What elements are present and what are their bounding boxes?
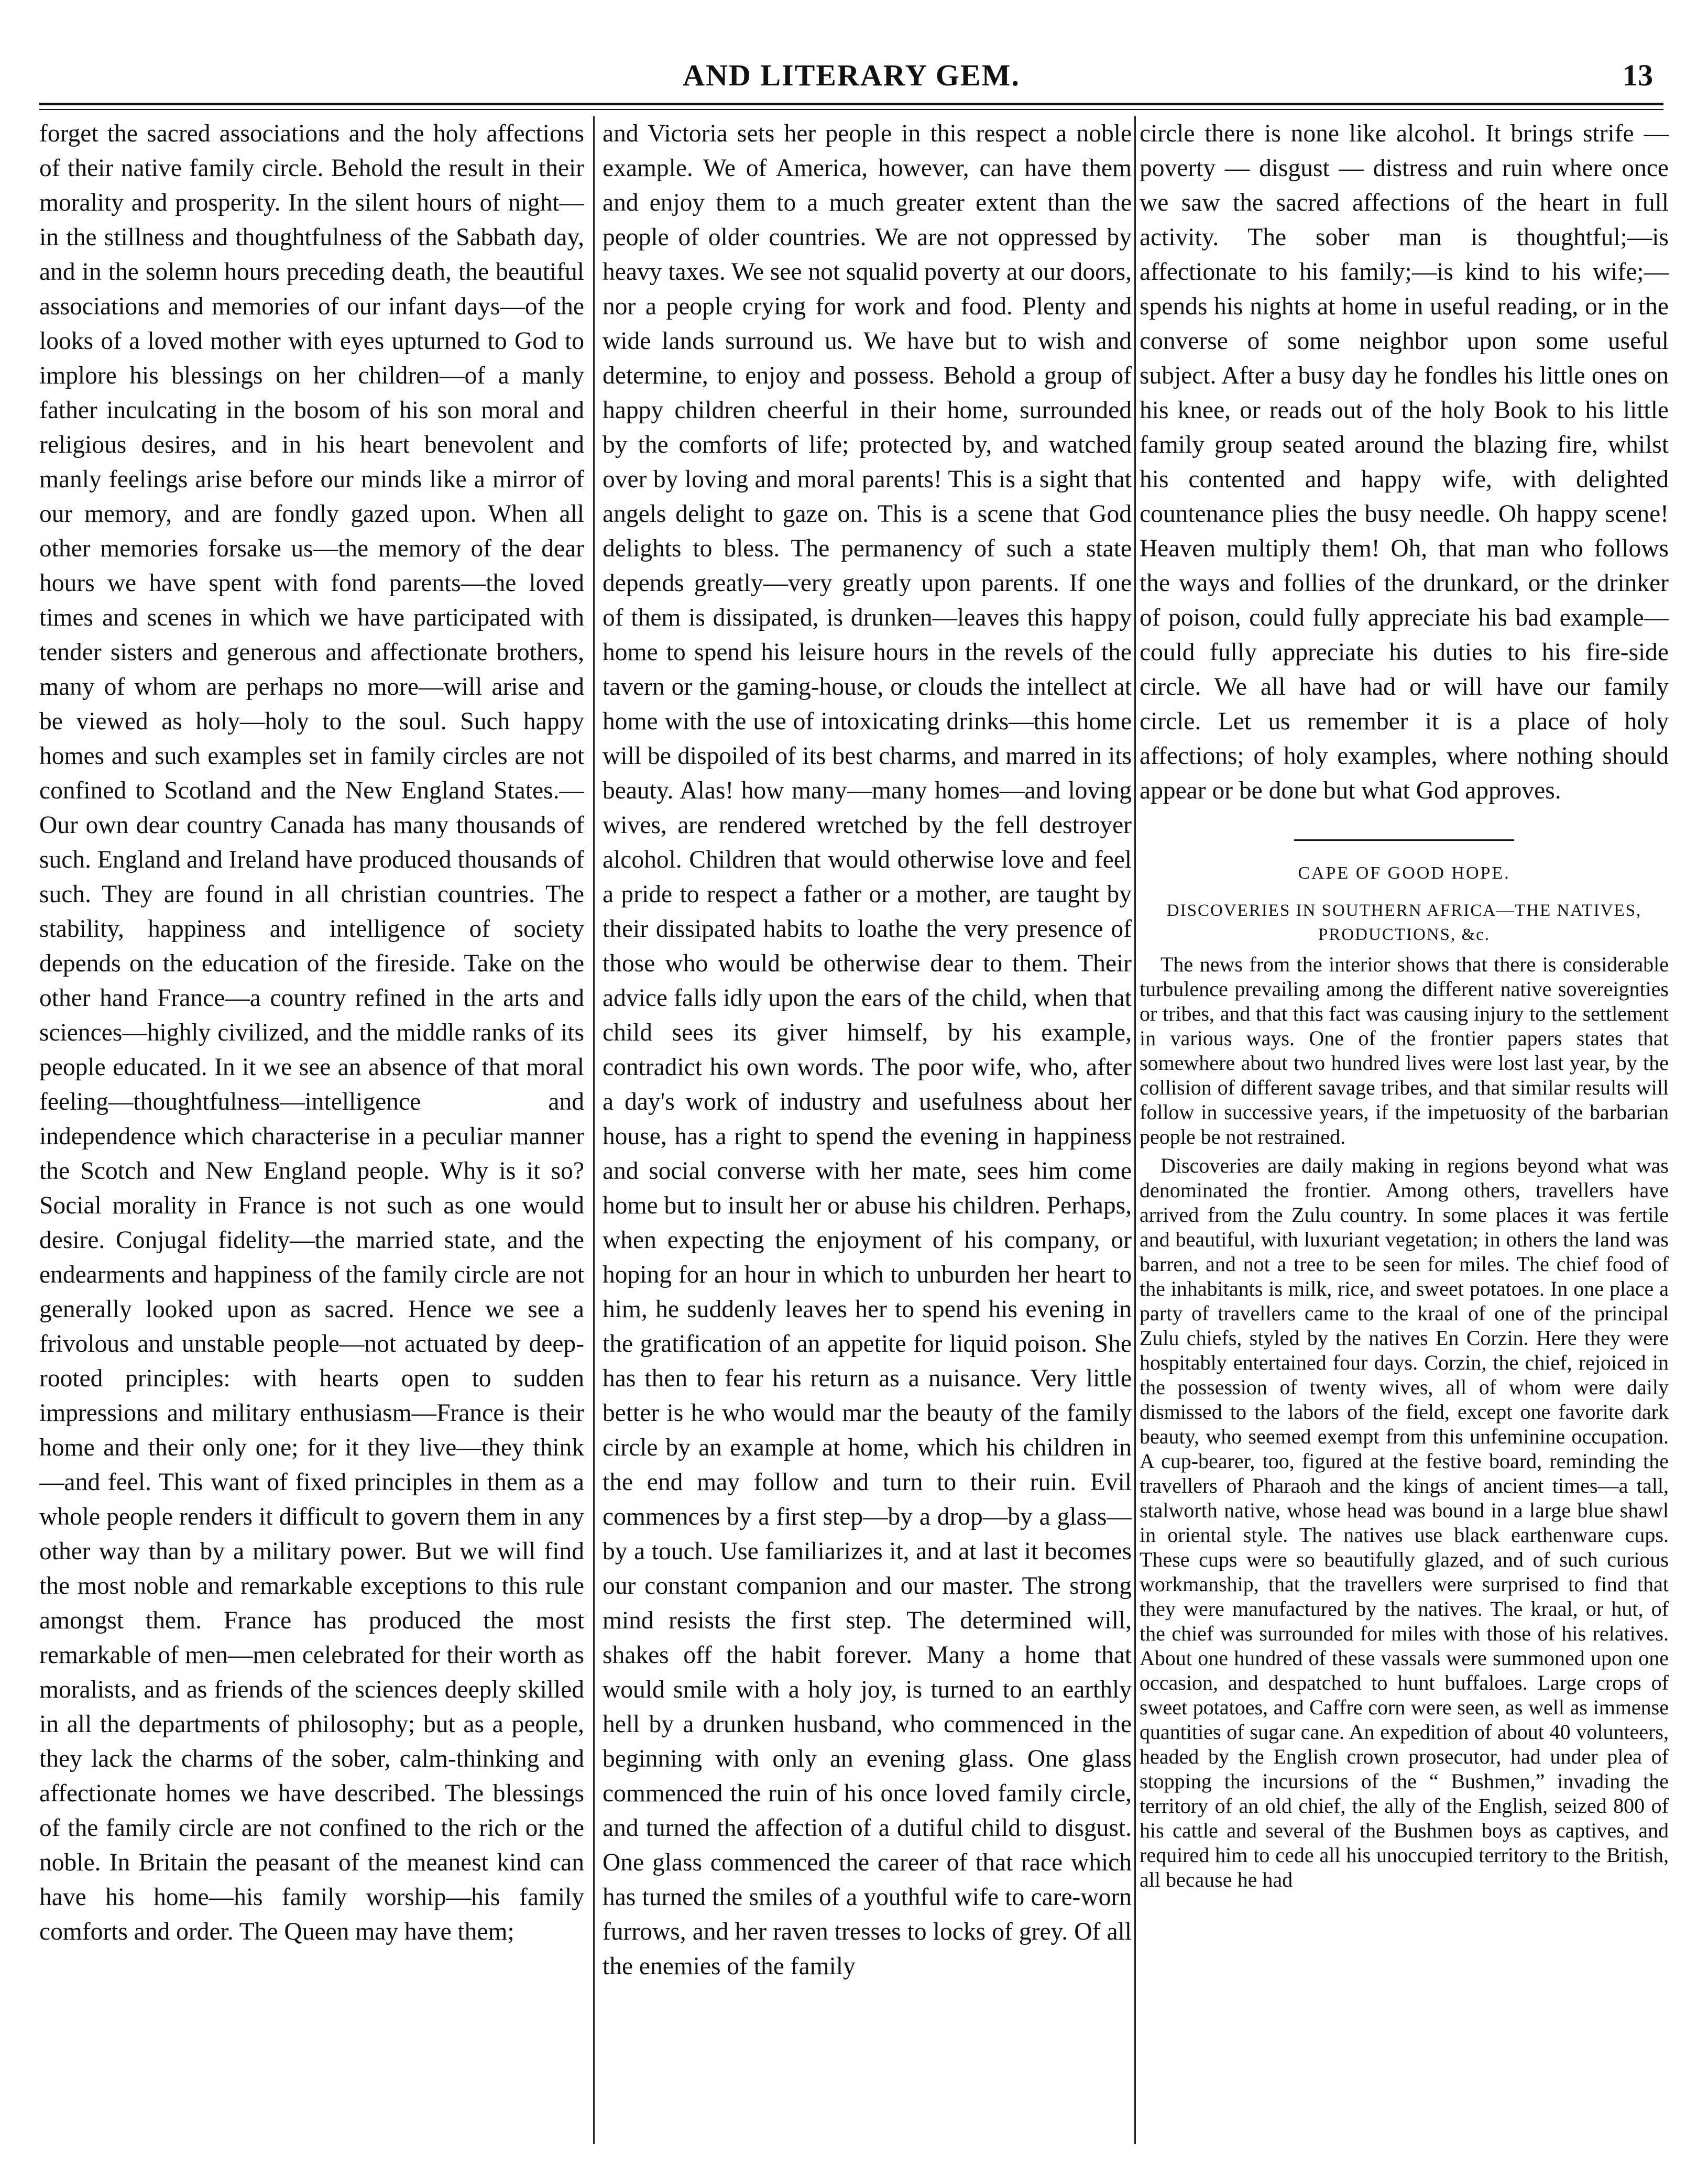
running-title: AND LITERARY GEM. (683, 58, 1020, 92)
text-column-1 (39, 116, 584, 2128)
header-rule-thin (39, 109, 1663, 110)
article-body (1140, 952, 1669, 1892)
article-subtitle: DISCOVERIES IN SOUTHERN AFRICA—THE NATIVES, PRODUCTIONS, &c. (1166, 901, 1642, 944)
column-divider-1 (593, 116, 595, 2144)
page-header (39, 58, 1663, 102)
column-1-text: forget the sacred associations and the holy affections of their native family circle. Behold the result in their morality and prosperity. In the silent hours of night—in the stillness and thoughtfulness of the Sabbath day, and in the solemn hours preceding death, the beautiful associations and memories of our infant days—of the looks of a loved mother with eyes upturned to God to implore his blessings on her children—of a manly father inculcating in the bosom of his son moral and religious desires, and in his heart benevolent and manly feelings arise before our minds like a mirror of our memory, and are fondly gazed upon. When all other memories forsake us—the memory of the dear hours we have spent with fond parents—the loved times and scenes in which we have participated with tender sisters and generous and affectionate brothers, many of whom are perhaps no more—will arise and be viewed as holy—holy to the soul. Such happy homes and such examples set in family circles are not confined to Scotland and the New England States.—Our own dear country Canada has many thousands of such. England and Ireland have produced thousands of such. They are found in all christian countries. The stability, happiness and intelligence of society depends on the education of the fireside. Take on the other hand France—a country refined in the arts and sciences—highly civilized, and the middle ranks of its people educated. In it we see an absence of that moral feeling—thoughtfulness—intelligence and independence which characterise in a peculiar manner the Scotch and New England people. Why is it so? Social morality in France is not such as one would desire. Conjugal fidelity—the married state, and the endearments and happiness of the family circle are not generally looked upon as sacred. Hence we see a frivolous and unstable people—not actuated by deep-rooted principles: with hearts open to sudden impressions and military enthusiasm—France is their home and their only one; for it they live—they think—and feel. This want of fixed principles in them as a whole people renders it difficult to govern them in any other way than by a military power. But we will find the most noble and remarkable exceptions to this rule amongst them. France has produced the most remarkable of men—men celebrated for their worth as moralists, and as friends of the sciences deeply skilled in all the departments of philosophy; but as a people, they lack the charms of the sober, calm-thinking and affectionate homes we have described. The blessings of the family circle are not confined to the rich or the noble. In Britain the peasant of the meanest kind can have his home—his family worship—his family comforts and order. The Queen may have them; (39, 120, 584, 1945)
column-3-text: circle there is none like alcohol. It brings strife — poverty — disgust — distress and ruin where once we saw the sacred affections of the heart in full activity. The sober man is thoughtful;—is affectionate to his family;—is kind to his wife;—spends his nights at home in useful reading, or in the converse of some neighbor upon some useful subject. After a busy day he fondles his little ones on his knee, or reads out of the holy Book to his little family group seated around the blazing fire, whilst his contented and happy wife, with delighted countenance plies the busy needle. Oh happy scene! Heaven multiply them! Oh, that man who follows the ways and follies of the drunkard, or the drinker of poison, could fully appreciate his bad example—could fully appreciate his duties to his fire-side circle. We all have had or will have our family circle. Let us remember it is a place of holy affections; of holy examples, where nothing should appear or be done but what God approves. (1140, 120, 1669, 804)
text-column-3 (1140, 116, 1669, 2128)
section-divider (1294, 839, 1514, 841)
header-rule-thick (39, 103, 1663, 105)
text-column-2 (603, 116, 1132, 2128)
column-divider-2 (1134, 116, 1136, 2144)
column-2-text: and Victoria sets her people in this respect a noble example. We of America, however, can have them and enjoy them to a much greater extent than the people of older countries. We are not oppressed by heavy taxes. We see not squalid poverty at our doors, nor a people crying for work and food. Plenty and wide lands surround us. We have but to wish and determine, to enjoy and possess. Behold a group of happy children cheerful in their home, surrounded by the comforts of life; protected by, and watched over by loving and moral parents! This is a sight that angels delight to gaze on. This is a scene that God delights to bless. The permanency of such a state depends greatly—very greatly upon parents. If one of them is dissipated, is drunken—leaves this happy home to spend his leisure hours in the revels of the tavern or the gaming-house, or clouds the intellect at home with the use of intoxicating drinks—this home will be dispoiled of its best charms, and marred in its beauty. Alas! how many—many homes—and loving wives, are rendered wretched by the fell destroyer alcohol. Children that would otherwise love and feel a pride to respect a father or a mother, are taught by their dissipated habits to loathe the very presence of those who would be otherwise dear to them. Their advice falls idly upon the ears of the child, when that child sees its giver himself, by his example, contradict his own words. The poor wife, who, after a day's work of industry and usefulness about her house, has a right to spend the evening in happiness and social converse with her mate, sees him come home but to insult her or abuse his children. Perhaps, when expecting the enjoyment of his company, or hoping for an hour in which to unburden her heart to him, he suddenly leaves her to spend his evening in the gratification of an appetite for liquid poison. She has then to fear his return as a nuisance. Very little better is he who would mar the beauty of the family circle by an example at home, which his children in the end may follow and turn to their ruin. Evil commences by a first step—by a drop—by a glass—by a touch. Use familiarizes it, and at last it becomes our constant companion and our master. The strong mind resists the first step. The determined will, shakes off the habit forever. Many a home that would smile with a holy joy, is turned to an earthly hell by a drunken husband, who commenced in the beginning with only an evening glass. One glass commenced the ruin of his once loved family circle, and turned the affection of a dutiful child to disgust. One glass commenced the career of that race which has turned the smiles of a youthful wife to care-worn furrows, and her raven tresses to locks of grey. Of all the enemies of the family (603, 120, 1132, 1980)
article-paragraph-1: The news from the interior shows that there is considerable turbulence prevailing among the different native sovereignties or tribes, and that this fact was causing injury to the settlement in various ways. One of the frontier papers states that somewhere about two hundred lives were lost last year, by the collision of different savage tribes, and that similar results will follow in successive years, if the impetuosity of the barbarian people be not restrained. (1140, 953, 1669, 1148)
page-number: 13 (1623, 58, 1653, 92)
article-title: CAPE OF GOOD HOPE. (1298, 863, 1510, 883)
article-paragraph-2: Discoveries are daily making in regions beyond what was denominated the frontier. Among others, travellers have arrived from the Zulu country. In some places it was fertile and beautiful, with luxuriant vegetation; in others the land was barren, and not a tree to be seen for miles. The chief food of the inhabitants is milk, rice, and sweet potatoes. In one place a party of travellers came to the kraal of one of the principal Zulu chiefs, styled by the natives En Corzin. Here they were hospitably entertained four days. Corzin, the chief, rejoiced in the possession of twenty wives, all of whom were daily dismissed to the labors of the field, except one favorite dark beauty, who seemed exempt from this unfeminine occupation. A cup-bearer, too, figured at the festive board, reminding the travellers of Pharaoh and the kings of ancient times—a tall, stalworth native, whose head was bound in a large blue shawl in oriental style. The natives use black earthenware cups. These cups were so beautifully glazed, and of such curious workmanship, that the travellers were surprised to find that they were manufactured by the natives. The kraal, or hut, of the chief was surrounded for miles with those of his relatives. About one hundred of these vassals were summoned upon one occasion, and despatched to hunt buffaloes. Large crops of sweet potatoes, and Caffre corn were seen, as well as immense quantities of sugar cane. An expedition of about 40 volunteers, headed by the English crown prosecutor, had under plea of stopping the incursions of the “ Bushmen,” invading the territory of an old chief, the ally of the English, seized 800 of his cattle and several of the Bushmen boys as captives, and required him to cede all his unoccupied territory to the British, all because he had (1140, 1154, 1669, 1891)
